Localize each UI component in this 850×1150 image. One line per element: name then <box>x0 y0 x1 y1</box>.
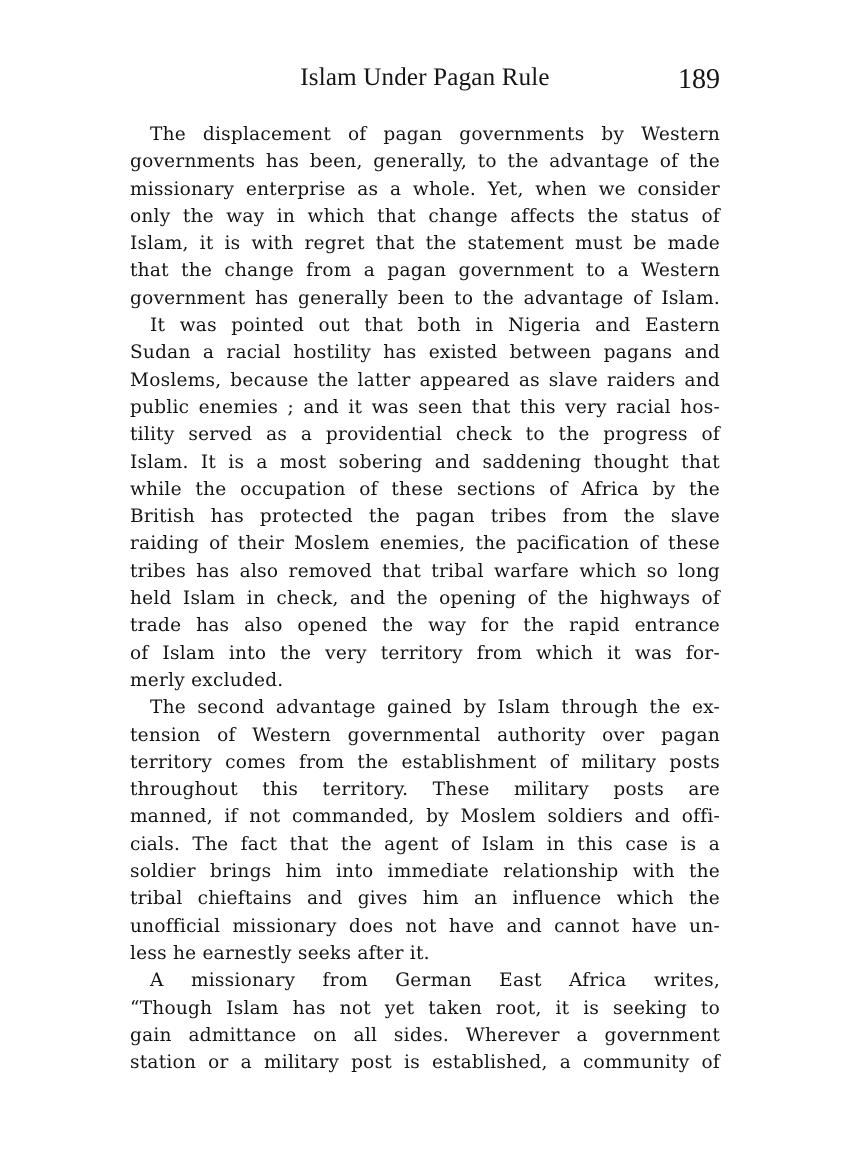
paragraph-german-east-africa <box>130 967 720 1076</box>
page-number: 189 <box>678 64 720 95</box>
paragraph-racial-hostility <box>130 312 720 694</box>
text-line: only the way in which that change affects the status of <box>130 205 720 227</box>
text-line: manned, if not commanded, by Moslem soldiers and offi- <box>130 806 720 828</box>
text-line: public enemies ; and it was seen that this very racial hos- <box>130 396 720 418</box>
text-line: of Islam into the very territory from which it was for- <box>130 642 720 664</box>
text-line: station or a military post is established, a community of <box>130 1052 720 1074</box>
text-line: Islam. It is a most sobering and saddening thought that <box>130 451 720 473</box>
text-line: tension of Western governmental authority over pagan <box>130 724 720 746</box>
text-line: “Though Islam has not yet taken root, it is seeking to <box>130 997 720 1019</box>
text-line: tribes has also removed that tribal warfare which so long <box>130 560 720 582</box>
text-line: The displacement of pagan governments by Western <box>150 124 720 145</box>
text-line: trade has also opened the way for the rapid entrance <box>130 615 720 637</box>
text-line: The second advantage gained by Islam through the ex- <box>150 697 720 719</box>
text-line: tribal chieftains and gives him an influence which the <box>130 888 720 910</box>
text-line: It was pointed out that both in Nigeria and Eastern <box>150 315 720 337</box>
running-title: Islam Under Pagan Rule <box>300 64 550 91</box>
text-line: gain admittance on all sides. Wherever a government <box>130 1024 720 1046</box>
paragraph-military-posts <box>130 694 720 967</box>
text-line: throughout this territory. These military posts are <box>130 779 720 801</box>
body-text <box>130 121 720 1076</box>
text-line: unofficial missionary does not have and cannot have un- <box>130 915 720 937</box>
running-header <box>130 64 720 108</box>
text-line: less he earnestly seeks after it. <box>130 942 430 964</box>
text-line: held Islam in check, and the opening of the highways of <box>130 588 720 610</box>
text-line: while the occupation of these sections of Africa by the <box>130 478 720 500</box>
text-line: territory comes from the establishment of military posts <box>130 751 720 773</box>
paragraph-displacement <box>130 121 720 312</box>
text-line: governments has been, generally, to the advantage of the <box>130 151 720 173</box>
text-line: cials. The fact that the agent of Islam in this case is a <box>130 833 720 855</box>
text-line: soldier brings him into immediate relationship with the <box>130 861 720 883</box>
text-line: merly excluded. <box>130 669 284 691</box>
text-line: Sudan a racial hostility has existed between pagans and <box>130 342 720 364</box>
text-line: Islam, it is with regret that the statement must be made <box>130 233 720 255</box>
text-line: A missionary from German East Africa writes, <box>150 970 720 992</box>
text-line: raiding of their Moslem enemies, the pacification of these <box>130 533 720 555</box>
text-line: that the change from a pagan government to a Western <box>130 260 720 282</box>
text-line: missionary enterprise as a whole. Yet, when we consider <box>130 178 720 200</box>
text-line: British has protected the pagan tribes from the slave <box>130 506 720 528</box>
text-line: tility served as a providential check to the progress of <box>130 424 720 446</box>
text-line: government has generally been to the advantage of Islam. <box>130 287 720 309</box>
text-line: Moslems, because the latter appeared as slave raiders and <box>130 369 720 391</box>
